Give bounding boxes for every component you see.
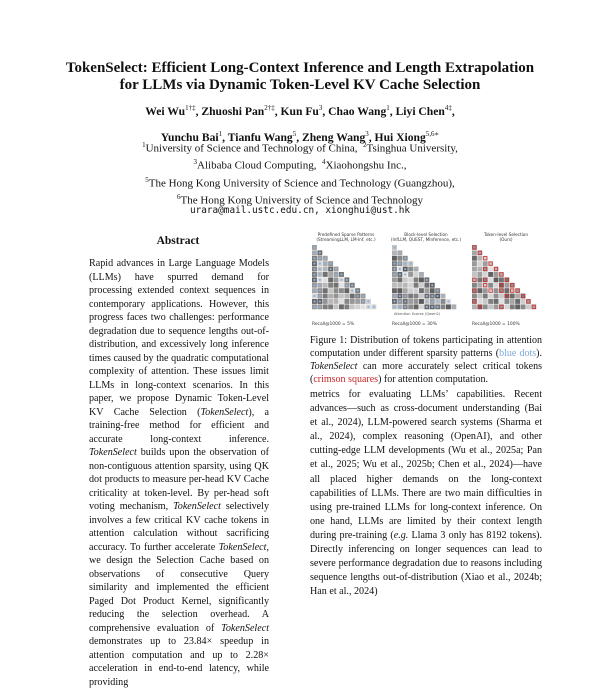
attention-cell bbox=[350, 304, 355, 309]
attention-cell bbox=[499, 277, 504, 282]
selected-token-dot bbox=[319, 257, 321, 259]
attention-cell bbox=[408, 267, 413, 272]
recall-label: Recall@1000 = 30% bbox=[392, 322, 437, 327]
author: Zhuoshi Pan$^{2\dagger\ddagger}$ bbox=[201, 104, 275, 118]
selected-token-dot bbox=[313, 306, 315, 308]
attention-cell bbox=[323, 294, 328, 299]
selected-token-dot bbox=[367, 300, 369, 302]
attention-cell bbox=[334, 288, 339, 293]
attention-cell bbox=[408, 277, 413, 282]
attention-cell bbox=[477, 261, 482, 266]
attention-cell bbox=[328, 299, 333, 304]
attention-cell bbox=[472, 294, 477, 299]
recall-label: Recall@1000 = 5% bbox=[312, 322, 355, 327]
attention-cell bbox=[392, 277, 397, 282]
attention-cell bbox=[472, 272, 477, 277]
selected-token-dot bbox=[437, 300, 439, 302]
selected-token-dot bbox=[362, 300, 364, 302]
attention-cell bbox=[403, 283, 408, 288]
selected-token-dot bbox=[404, 273, 406, 275]
selected-token-dot bbox=[346, 284, 348, 286]
attention-cell bbox=[397, 256, 402, 261]
selected-token-dot bbox=[319, 295, 321, 297]
selected-token-dot bbox=[393, 263, 395, 265]
attention-cell bbox=[488, 304, 493, 309]
selected-token-dot bbox=[399, 295, 401, 297]
attention-cell bbox=[494, 299, 499, 304]
attention-cell bbox=[477, 272, 482, 277]
attention-cell bbox=[504, 283, 509, 288]
attention-cell bbox=[483, 299, 488, 304]
attention-cell bbox=[392, 288, 397, 293]
attention-cell bbox=[344, 294, 349, 299]
attention-cell bbox=[472, 267, 477, 272]
selected-token-dot bbox=[324, 263, 326, 265]
attention-cell bbox=[419, 304, 424, 309]
attention-cell bbox=[344, 304, 349, 309]
attention-cell bbox=[339, 299, 344, 304]
attention-cell bbox=[488, 277, 493, 282]
selected-token-dot bbox=[313, 279, 315, 281]
attention-cell bbox=[510, 294, 515, 299]
selected-token-dot bbox=[367, 306, 369, 308]
selected-token-dot bbox=[399, 252, 401, 254]
selected-token-dot bbox=[313, 284, 315, 286]
selected-token-dot bbox=[313, 252, 315, 254]
attention-cell bbox=[414, 304, 419, 309]
selected-token-dot bbox=[351, 284, 353, 286]
selected-token-dot bbox=[437, 295, 439, 297]
selected-token-dot bbox=[346, 279, 348, 281]
author: Tianfu Wang$^5$ bbox=[227, 129, 297, 144]
attention-cell bbox=[328, 288, 333, 293]
selected-token-dot bbox=[319, 290, 321, 292]
attention-cell bbox=[526, 304, 531, 309]
attention-cell bbox=[419, 288, 424, 293]
selected-token-dot bbox=[415, 268, 417, 270]
selected-token-dot bbox=[313, 263, 315, 265]
selected-token-dot bbox=[313, 257, 315, 259]
authors-line-1: Wei $Wu^{1\dagger\ddagger}$, Zhuoshi Pan$^{2\dagger\ddagger}$, Kun Fu$^3$, Chao Wang$^1$, Liyi Chen$^{4\ddagger}$, bbox=[145, 104, 455, 118]
selected-token-dot bbox=[453, 306, 455, 308]
selected-token-dot bbox=[357, 295, 359, 297]
attention-cell bbox=[483, 288, 488, 293]
attention-cell bbox=[419, 277, 424, 282]
attention-cell bbox=[334, 294, 339, 299]
attention-cell bbox=[419, 294, 424, 299]
author: Hui Xiong$^{5,6∗}$ bbox=[374, 129, 440, 144]
attention-cell bbox=[494, 277, 499, 282]
attention-cell bbox=[483, 261, 488, 266]
selected-token-dot bbox=[431, 295, 433, 297]
attention-cell bbox=[397, 277, 402, 282]
attention-cell bbox=[494, 304, 499, 309]
selected-token-dot bbox=[426, 300, 428, 302]
attention-cell bbox=[472, 256, 477, 261]
attention-cell bbox=[344, 288, 349, 293]
recall-label: Recall@1000 = 100% bbox=[472, 322, 520, 327]
attention-cell bbox=[328, 272, 333, 277]
selected-token-dot bbox=[404, 295, 406, 297]
attention-cell bbox=[441, 299, 446, 304]
figure-panel-predefined: Predefined Sparse Patterns (StreamingLLM, LM-Inf, etc.) Recall@1000 = 5% bbox=[310, 232, 382, 332]
attention-cell bbox=[403, 288, 408, 293]
affiliations: $^1$University of Science and Technology of China, $^2$Tsinghua University, $^3$Alibaba Cloud Computing, $^4$Xiaohongshu Inc., $^5$The Hong Kong University of Science and Technology (Guangzhou), $^6$The Hong Kong University of Science and Technology bbox=[142, 141, 458, 207]
attention-cell bbox=[350, 294, 355, 299]
attention-cell bbox=[323, 267, 328, 272]
selected-token-dot bbox=[431, 300, 433, 302]
attention-cell bbox=[499, 299, 504, 304]
attention-cell bbox=[414, 283, 419, 288]
author: Chao Wang$^1$ bbox=[328, 104, 390, 118]
attention-cell bbox=[328, 283, 333, 288]
selected-token-dot bbox=[437, 306, 439, 308]
abstract-heading: Abstract bbox=[156, 235, 200, 247]
selected-token-dot bbox=[313, 246, 315, 248]
selected-token-dot bbox=[340, 273, 342, 275]
selected-token-dot bbox=[324, 257, 326, 259]
attention-cell bbox=[477, 256, 482, 261]
attention-cell bbox=[424, 288, 429, 293]
selected-token-dot bbox=[399, 300, 401, 302]
attention-cell bbox=[408, 304, 413, 309]
selected-token-dot bbox=[399, 273, 401, 275]
attention-cell bbox=[392, 256, 397, 261]
selected-token-dot bbox=[393, 300, 395, 302]
attention-cell bbox=[424, 283, 429, 288]
attention-cell bbox=[494, 294, 499, 299]
attention-cell bbox=[339, 294, 344, 299]
attention-cell bbox=[494, 283, 499, 288]
attention-cell bbox=[488, 283, 493, 288]
author: Yunchu Bai$^1$ bbox=[160, 129, 223, 144]
attention-cell bbox=[504, 288, 509, 293]
attention-cell bbox=[441, 304, 446, 309]
selected-token-dot bbox=[313, 290, 315, 292]
attention-cell bbox=[344, 299, 349, 304]
selected-token-dot bbox=[399, 268, 401, 270]
selected-token-dot bbox=[319, 300, 321, 302]
selected-token-dot bbox=[426, 306, 428, 308]
selected-token-dot bbox=[319, 268, 321, 270]
selected-token-dot bbox=[313, 273, 315, 275]
attention-cell bbox=[477, 299, 482, 304]
attention-cell bbox=[408, 272, 413, 277]
attention-cell bbox=[323, 304, 328, 309]
abstract-body: Rapid advances in Large Language Models (LLMs) have spurred demand for processing extended context sequences in contemporary applications. However, this progress faces two challenges: performance degradation due to sequence lengths out-of-distribution, and excessively long inference times caused by the quadratic computational complexity of attention. These issues limit LLMs in long-context scenarios. In this paper, we propose Dynamic Token-Level KV Cache Selection (TokenSelect), a training-free method for efficient and accurate long-context inference. TokenSelect builds upon the observation of non-contiguous attention sparsity, using QK dot products to measure per-head KV Cache criticality at token-level. By per-head soft voting mechanism, TokenSelect selectively involves a few critical KV cache tokens in attention calculation without sacrificing accuracy. To further accelerate TokenSelect, we design the Selection Cache based on observations of consecutive Query similarity and implemented the efficient Paged Dot Product Kernel, significantly reducing the selection overhead. A comprehensive evaluation of TokenSelect demonstrates up to 23.84× speedup in attention computation and up to 2.28× acceleration in end-to-end latency, while providing bbox=[89, 258, 270, 688]
selected-token-dot bbox=[393, 273, 395, 275]
selected-token-dot bbox=[351, 290, 353, 292]
selected-token-dot bbox=[393, 246, 395, 248]
author: Liyi Chen$^{4\ddagger}$ bbox=[395, 104, 452, 118]
attention-cell bbox=[339, 283, 344, 288]
selected-token-dot bbox=[319, 263, 321, 265]
attention-cell bbox=[521, 299, 526, 304]
attention-cell bbox=[414, 299, 419, 304]
selected-token-dot bbox=[330, 263, 332, 265]
intro-paragraph: metrics for evaluating LLMs’ capabilities. Recent advances—such as cross-document understanding (Bai et al., 2024), LLM-powered search systems (Sharma et al., 2024), complex reasoning (OpenAI), and other cutting-edge LLM developments (Wu et al., 2025a; Pan et al., 2025; Wu et al., 2025b; Chen et al., 2024)—have all placed higher demands on the long-context capabilities of LLMs. There are two main difficulties in using pre-trained LLMs for long-context inference. On one hand, LLMs are limited by their context length during pre-training (e.g. Llama 3 only has 8192 tokens). Directly inferencing on longer sequences can lead to severe performance degradation due to reasons including sequence lengths out-of-distribution (Xiao et al., 2024b; Han et al., 2024) bbox=[310, 389, 543, 598]
attention-cell bbox=[323, 288, 328, 293]
attention-cell bbox=[361, 304, 366, 309]
attention-cell bbox=[334, 299, 339, 304]
attention-cell bbox=[515, 299, 520, 304]
attention-cell bbox=[510, 299, 515, 304]
selected-token-dot bbox=[362, 295, 364, 297]
attention-cell bbox=[355, 304, 360, 309]
attention-cell bbox=[483, 294, 488, 299]
attention-cell bbox=[414, 294, 419, 299]
attention-cell bbox=[408, 288, 413, 293]
author: Kun Fu$^3$ bbox=[280, 104, 323, 118]
attention-cell bbox=[392, 250, 397, 255]
selected-token-dot bbox=[399, 263, 401, 265]
attention-cell bbox=[472, 261, 477, 266]
attention-cell bbox=[477, 288, 482, 293]
attention-cell bbox=[488, 267, 493, 272]
attention-cell bbox=[328, 304, 333, 309]
attention-cell bbox=[483, 304, 488, 309]
selected-token-dot bbox=[431, 284, 433, 286]
attention-cell bbox=[446, 304, 451, 309]
attention-cell bbox=[419, 299, 424, 304]
selected-token-dot bbox=[426, 295, 428, 297]
attention-cell bbox=[334, 277, 339, 282]
selected-token-dot bbox=[340, 279, 342, 281]
selected-token-dot bbox=[404, 263, 406, 265]
attention-cell bbox=[334, 283, 339, 288]
selected-token-dot bbox=[420, 273, 422, 275]
attention-matrix-predefined bbox=[312, 245, 380, 319]
attention-cell bbox=[515, 294, 520, 299]
author: Wei $Wu^{1\dagger\ddagger}$ bbox=[145, 104, 196, 118]
attention-cell bbox=[355, 299, 360, 304]
figure-panel-block: Block-level Selection (InfLLM, QUEST, MInference, etc.) Recall@1000 = 30% bbox=[390, 232, 462, 327]
attention-cell bbox=[334, 304, 339, 309]
attention-cell bbox=[419, 283, 424, 288]
attention-cell bbox=[350, 299, 355, 304]
selected-token-dot bbox=[330, 268, 332, 270]
attention-cell bbox=[408, 294, 413, 299]
selected-token-dot bbox=[404, 268, 406, 270]
attention-cell bbox=[323, 299, 328, 304]
attention-cell bbox=[408, 299, 413, 304]
selected-token-dot bbox=[357, 290, 359, 292]
attention-cell bbox=[392, 283, 397, 288]
author: Zheng Wang$^3$ bbox=[301, 129, 369, 144]
attention-cell bbox=[477, 277, 482, 282]
selected-token-dot bbox=[431, 306, 433, 308]
selected-token-dot bbox=[319, 284, 321, 286]
selected-token-dot bbox=[313, 300, 315, 302]
attention-cell bbox=[414, 272, 419, 277]
selected-token-dot bbox=[393, 268, 395, 270]
attention-cell bbox=[472, 304, 477, 309]
attention-cell bbox=[504, 299, 509, 304]
selected-token-dot bbox=[335, 273, 337, 275]
attention-cell bbox=[414, 277, 419, 282]
figure-caption: Figure 1: Distribution of tokens participating in attention computation under different sparsity patterns (blue dots). TokenSelect can more accurately select critical tokens (crimson squares) for attention computation. bbox=[310, 335, 542, 385]
attention-cell bbox=[494, 288, 499, 293]
selected-token-dot bbox=[426, 279, 428, 281]
attention-cell bbox=[499, 294, 504, 299]
attention-cell bbox=[328, 277, 333, 282]
selected-token-dot bbox=[335, 268, 337, 270]
attention-cell bbox=[488, 299, 493, 304]
attention-cell bbox=[414, 288, 419, 293]
selected-token-dot bbox=[319, 273, 321, 275]
selected-token-dot bbox=[373, 306, 375, 308]
attention-cell bbox=[477, 267, 482, 272]
attention-cell bbox=[323, 272, 328, 277]
selected-token-dot bbox=[393, 295, 395, 297]
attention-cell bbox=[477, 283, 482, 288]
attention-cell bbox=[483, 272, 488, 277]
paper-title bbox=[40, 60, 560, 94]
attention-cell bbox=[397, 283, 402, 288]
attention-cell bbox=[477, 294, 482, 299]
selected-token-dot bbox=[393, 306, 395, 308]
attention-cell bbox=[472, 250, 477, 255]
contact-email: urara@mail.ustc.edu.cn, xionghui@ust.hk bbox=[189, 205, 411, 216]
attention-cell bbox=[339, 304, 344, 309]
attention-cell bbox=[328, 294, 333, 299]
attention-cell bbox=[510, 304, 515, 309]
figure-panel-token: Token-level Selection (Ours) Recall@1000 = 100% bbox=[470, 232, 542, 332]
attention-cell bbox=[339, 288, 344, 293]
selected-token-dot bbox=[404, 306, 406, 308]
attention-cell bbox=[472, 283, 477, 288]
selected-token-dot bbox=[410, 263, 412, 265]
attention-cell bbox=[515, 304, 520, 309]
figure-1 bbox=[310, 232, 542, 332]
attention-cell bbox=[323, 283, 328, 288]
attention-cell bbox=[521, 304, 526, 309]
title-line-2: for LLMs via Dynamic Token-Level KV Cache Selection bbox=[119, 77, 481, 93]
selected-token-dot bbox=[399, 306, 401, 308]
selected-token-dot bbox=[404, 300, 406, 302]
attention-matrix-block bbox=[392, 245, 460, 319]
selected-token-dot bbox=[313, 295, 315, 297]
selected-token-dot bbox=[319, 279, 321, 281]
selected-token-dot bbox=[404, 257, 406, 259]
selected-token-dot bbox=[447, 300, 449, 302]
authors-line-2: Yunchu Bai$^1$, Tianfu Wang$^5$, Zheng Wang$^3$, Hui Xiong$^{5,6∗}$ bbox=[160, 129, 440, 144]
attention-cell bbox=[408, 283, 413, 288]
attention-cell bbox=[504, 304, 509, 309]
title-line-1: TokenSelect: Efficient Long-Context Inference and Length Extrapolation bbox=[65, 60, 535, 76]
attention-cell bbox=[430, 288, 435, 293]
selected-token-dot bbox=[313, 268, 315, 270]
selected-token-dot bbox=[442, 295, 444, 297]
attention-cell bbox=[323, 277, 328, 282]
attention-cell bbox=[488, 272, 493, 277]
inset-label: Attention Scores (Qwen2) bbox=[394, 312, 441, 316]
selected-token-dot bbox=[437, 290, 439, 292]
attention-matrix-token bbox=[472, 245, 540, 319]
selected-token-dot bbox=[319, 252, 321, 254]
selected-token-dot bbox=[319, 306, 321, 308]
attention-cell bbox=[488, 294, 493, 299]
attention-cell bbox=[403, 277, 408, 282]
attention-cell bbox=[494, 272, 499, 277]
attention-cell bbox=[397, 288, 402, 293]
